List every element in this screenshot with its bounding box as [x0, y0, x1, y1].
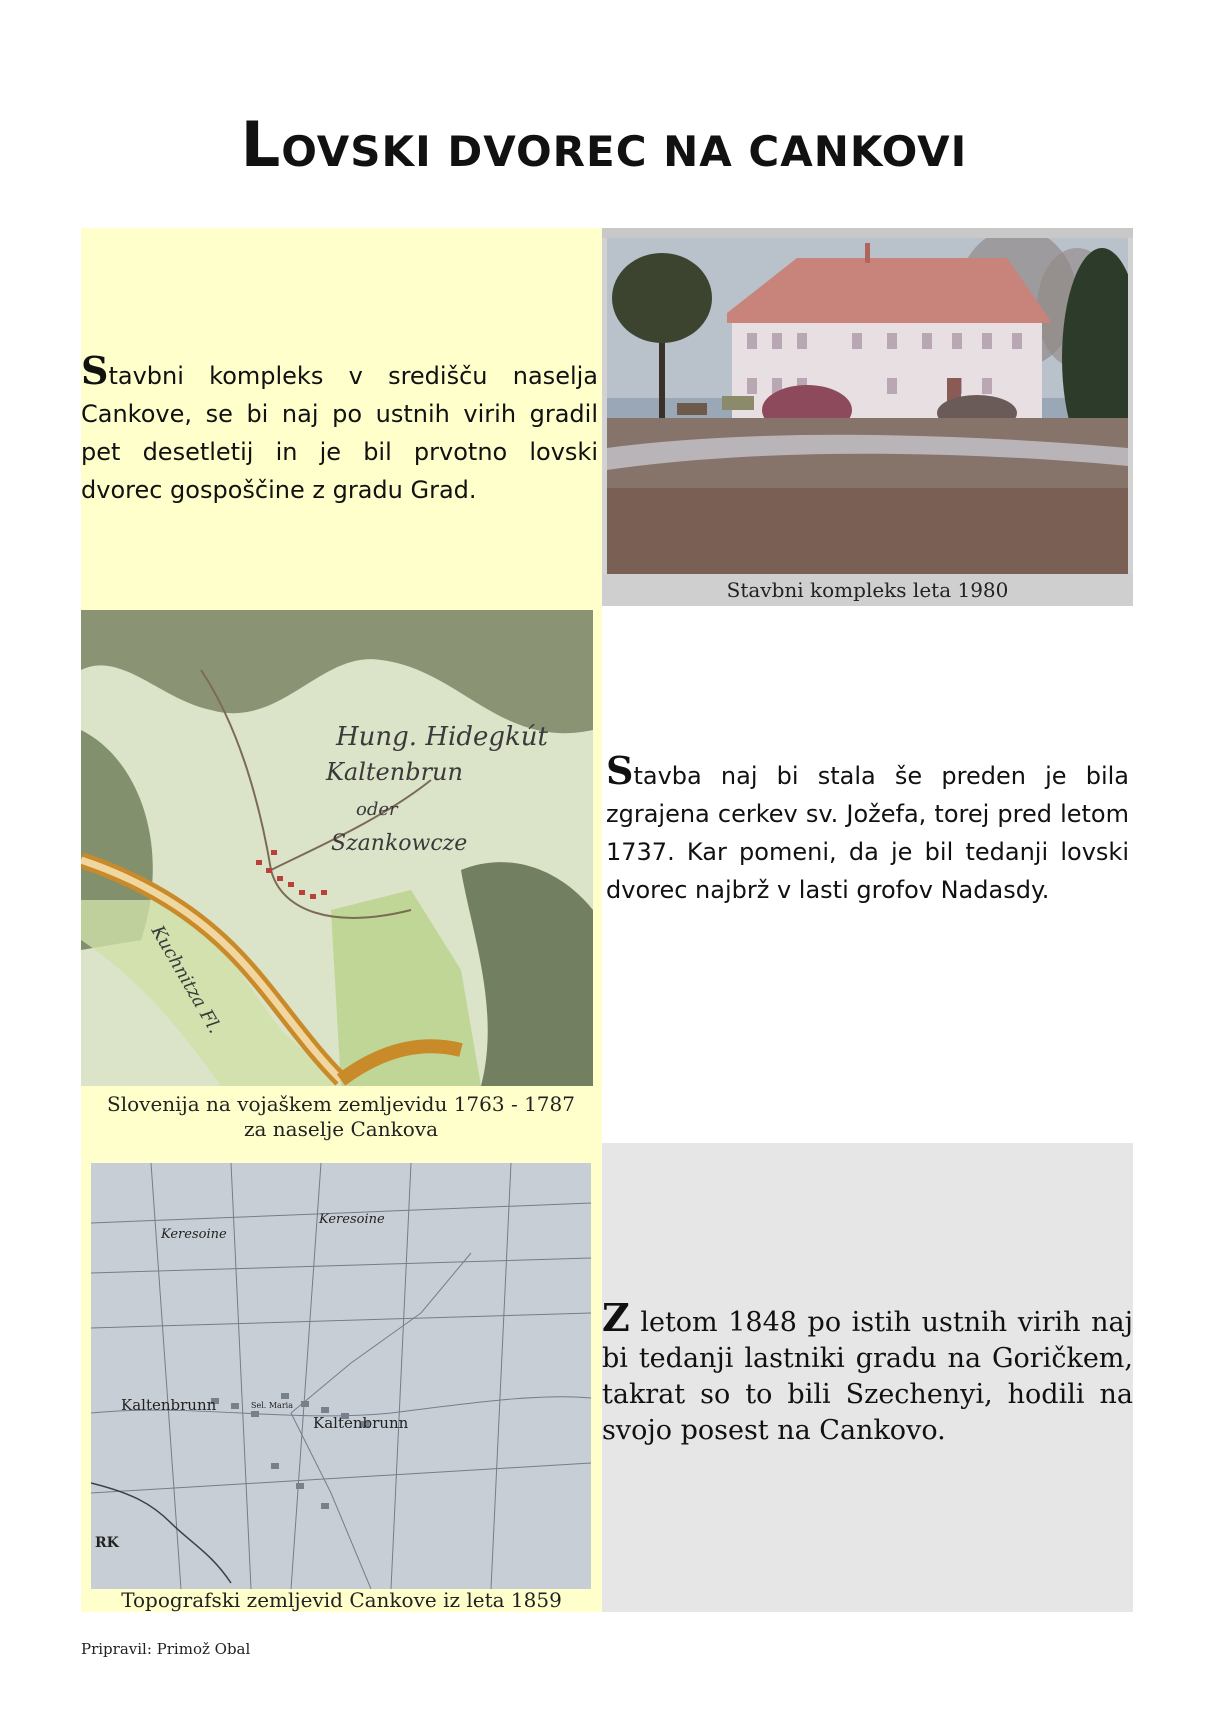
section3-paragraph — [602, 1295, 1133, 1449]
photo-top-bar — [602, 228, 1133, 238]
map1-label-river: Kuchnitza Fl. — [146, 922, 226, 1038]
title-initial: L — [240, 108, 282, 181]
photo1-caption: Stavbni kompleks leta 1980 — [726, 578, 1009, 602]
page-title — [0, 108, 1208, 181]
map2-label-church: Sel. Maria — [251, 1401, 293, 1410]
map1-label-kaltenbrun: Kaltenbrun — [326, 758, 463, 786]
title-rest: OVSKI DVOREC NA CANKOVI — [281, 127, 968, 176]
map2-label-kaltenbrunn-left: Kaltenbrunn — [121, 1396, 217, 1414]
topographic-map — [91, 1163, 591, 1589]
section1-text: tavbni kompleks v središču naselja Cankove, se bi naj po ustnih virih gradil pet desetletij in je bil prvotno lovski dvorec gospoščine z gradu Grad. — [81, 362, 598, 504]
map1-caption: Slovenija na vojaškem zemljevidu 1763 - 1787 za naselje Cankova — [107, 1092, 575, 1141]
map2-caption: Topografski zemljevid Cankove iz leta 1859 — [121, 1588, 562, 1612]
author-credit: Pripravil: Primož Obal — [81, 1640, 251, 1658]
map2-label-keresoine-left: Keresoine — [161, 1227, 227, 1242]
building-photo — [607, 238, 1128, 574]
section3-text: letom 1848 po istih ustnih virih naj bi tedanji lastniki gradu na Goričkem, takrat so to bili Szechenyi, hodili na svojo posest na Cankovo. — [602, 1307, 1133, 1446]
map1-label-hung: Hung. Hidegkút — [336, 722, 548, 752]
map2-label-keresoine-right: Keresoine — [319, 1212, 385, 1227]
section3-initial: Z — [602, 1295, 630, 1340]
section2-initial: S — [606, 748, 634, 793]
section2-paragraph — [606, 748, 1129, 909]
section1-initial: S — [81, 348, 109, 393]
map1-label-szankowcze: Szankowcze — [331, 831, 468, 856]
section1-paragraph — [81, 348, 598, 509]
map2-label-corner: RK — [95, 1535, 119, 1551]
military-map — [81, 610, 593, 1086]
section2-text: tavba naj bi stala še preden je bila zgrajena cerkev sv. Jožefa, torej pred letom 1737. Kar pomeni, da je bil tedanji lovski dvorec najbrž v lasti grofov Nadasdy. — [606, 762, 1129, 904]
map2-label-kaltenbrunn-right: Kaltenbrunn — [313, 1414, 409, 1432]
map1-label-oder: oder — [356, 799, 398, 820]
